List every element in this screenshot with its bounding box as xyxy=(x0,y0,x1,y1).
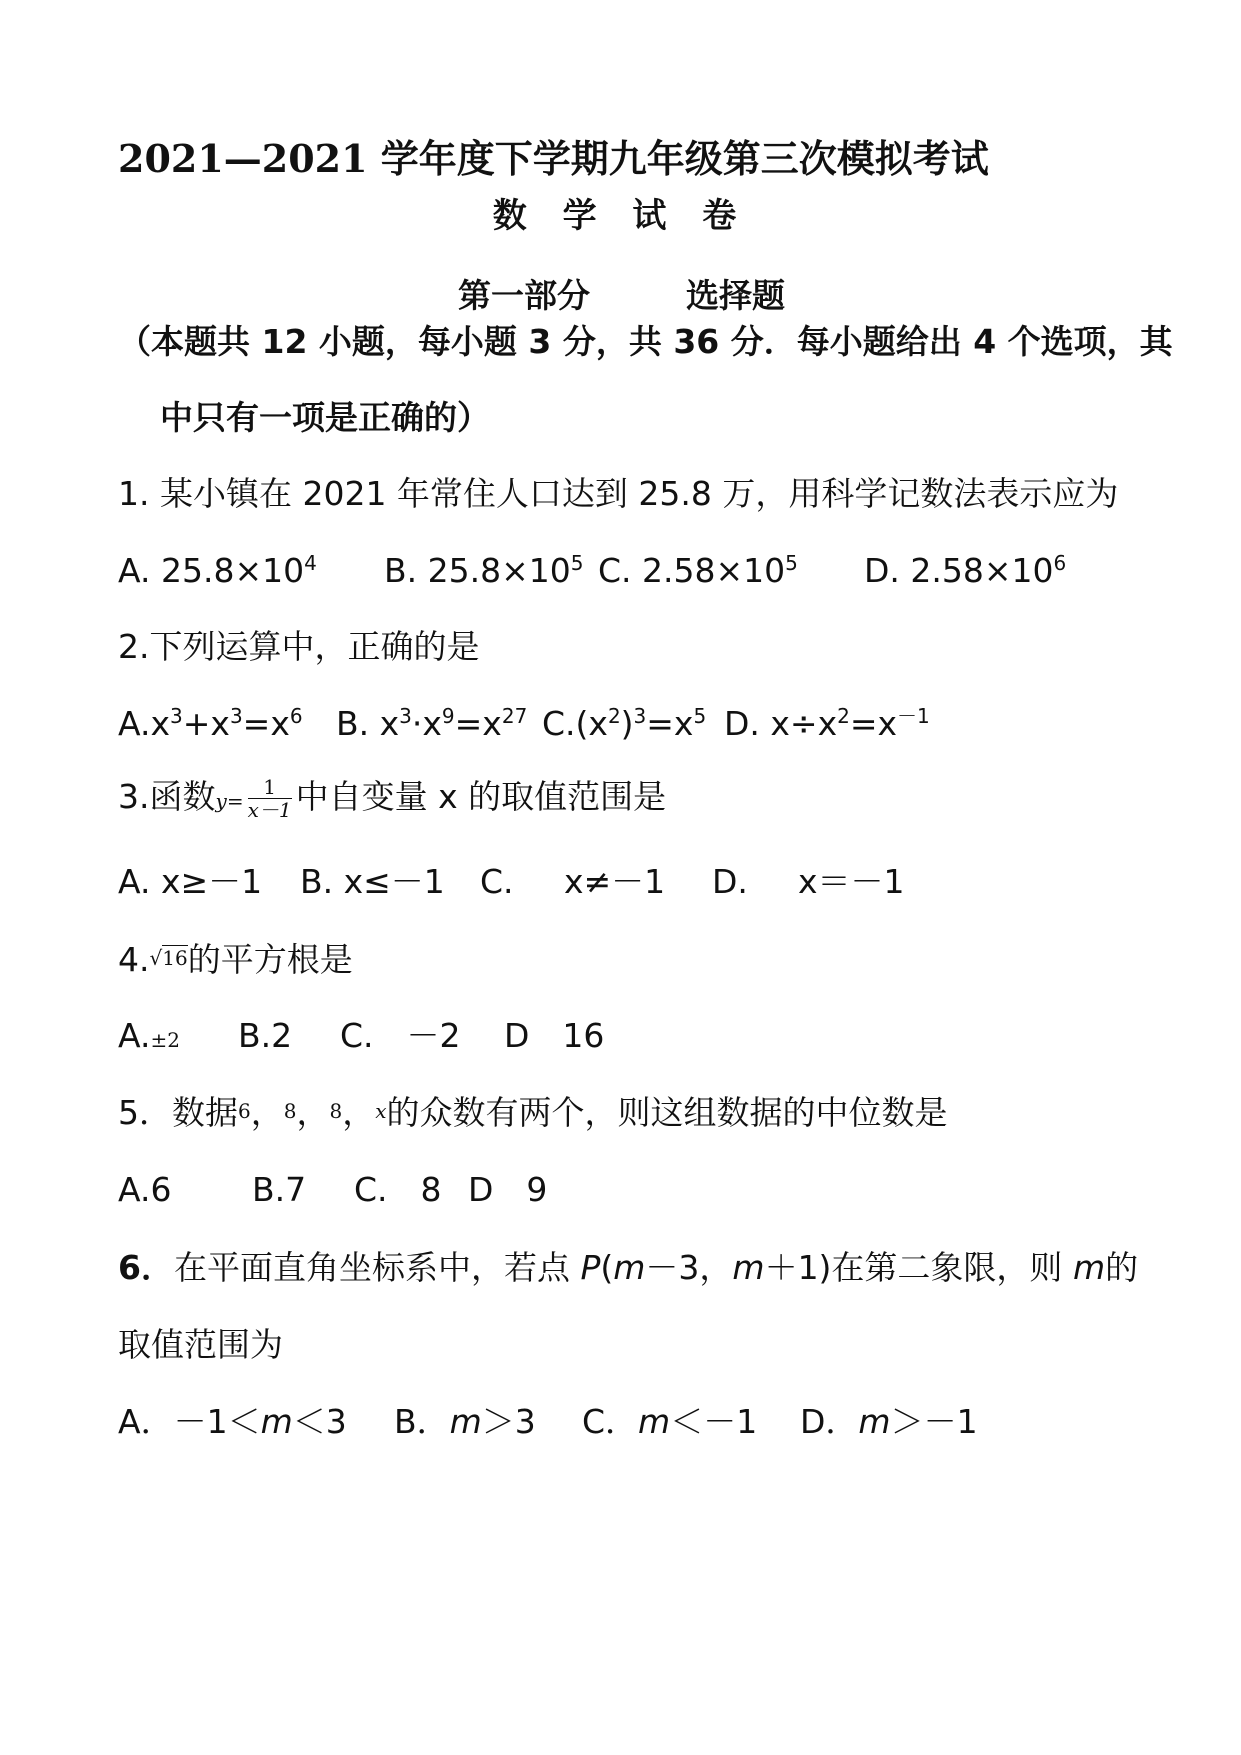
question-5: 5．数据6，8，8，x的众数有两个，则这组数据的中位数是 xyxy=(118,1093,948,1132)
section-heading xyxy=(458,270,785,317)
question-3: 3.函数y= $\frac{1}{x-1}$ 中自变量 x 的取值范围是 xyxy=(118,775,667,822)
section-type: 选择题 xyxy=(686,276,785,315)
q6-option-b: B．m＞3 xyxy=(394,1402,536,1441)
instruction-line-2: 中只有一项是正确的） xyxy=(160,398,490,437)
exam-title: 2021—2021 学年度下学期九年级第三次模拟考试 xyxy=(118,136,989,181)
q5-option-b: B.7 xyxy=(252,1170,307,1209)
q1-option-b: B. $25.8\times 10^5$ xyxy=(384,551,584,590)
question-4: 4.√16的平方根是 xyxy=(118,940,353,979)
q3-option-c-label: C. xyxy=(480,862,514,901)
question-6-line-2: 取值范围为 xyxy=(118,1325,283,1364)
q1-option-c: C. $2.58\times 10^5$ xyxy=(598,551,798,590)
q3-option-d: x＝－1 xyxy=(798,862,905,901)
q5-option-c: C. 8 xyxy=(354,1170,442,1209)
q3-option-a: A. x≥－1 xyxy=(118,862,263,901)
section-part: 第一部分 xyxy=(458,276,590,315)
q5-option-d: D 9 xyxy=(468,1170,548,1209)
q1-option-d: D. $2.58\times 10^6$ xyxy=(864,551,1067,590)
q2-option-b: B. $x^3\cdot x^9=x^{27}$ xyxy=(336,704,528,743)
q3-option-c: x≠－1 xyxy=(564,862,666,901)
q4-option-d: D 16 xyxy=(504,1016,605,1055)
q2-option-a: $A.x^3+x^3=x^6$ xyxy=(118,704,303,743)
q2-option-c: $C.(x^2)^3=x^5$ xyxy=(542,704,707,743)
q4-option-c: C. －2 xyxy=(340,1016,461,1055)
q4-option-a: A.±2 xyxy=(118,1016,180,1055)
q6-option-a: A．－1＜m＜3 xyxy=(118,1402,347,1441)
q6-option-d: D．m＞－1 xyxy=(800,1402,978,1441)
exam-subtitle: 数 学 试 卷 xyxy=(492,196,749,236)
instruction-line-1: （本题共 12 小题，每小题 3 分，共 36 分．每小题给出 4 个选项，其 xyxy=(118,322,1173,361)
q4-option-b: B.2 xyxy=(238,1016,293,1055)
function-y: y xyxy=(215,789,227,813)
question-2: 2.下列运算中，正确的是 xyxy=(118,627,480,666)
q5-option-a: A.6 xyxy=(118,1170,172,1209)
q3-option-d-label: D. xyxy=(712,862,748,901)
question-6: 6．在平面直角坐标系中，若点 P(m－3，m＋1)在第二象限，则 m的 xyxy=(118,1248,1139,1287)
sqrt-expression: √16 xyxy=(149,946,188,970)
q2-option-d: D. $x\div x^2=x^{-1}$ xyxy=(724,704,930,743)
question-1: 1. 某小镇在 2021 年常住人口达到 25.8 万，用科学记数法表示应为 xyxy=(118,474,1119,513)
fraction: $\frac{1}{x-1}$ xyxy=(247,775,292,822)
q1-option-a: A. $25.8\times 10^4$ xyxy=(118,551,317,590)
q6-option-c: C．m＜－1 xyxy=(582,1402,758,1441)
q3-option-b: B. x≤－1 xyxy=(300,862,445,901)
